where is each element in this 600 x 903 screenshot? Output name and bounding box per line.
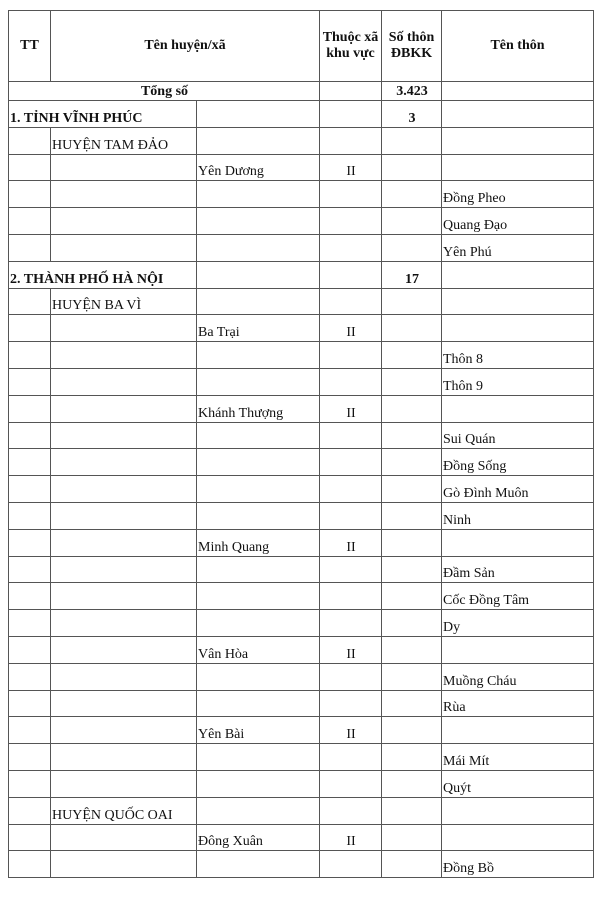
district-name — [51, 154, 197, 181]
commune-name — [197, 556, 320, 583]
district-name — [51, 449, 197, 476]
region-value — [320, 208, 382, 235]
district-name — [51, 234, 197, 261]
village-count-cell — [382, 449, 442, 476]
district-name — [51, 610, 197, 637]
village-count-cell — [382, 127, 442, 154]
village-name: Gò Đình Muôn — [442, 476, 594, 503]
village-row — [9, 502, 594, 529]
district-name — [51, 208, 197, 235]
commune-name — [197, 127, 320, 154]
village-name: Thôn 9 — [442, 368, 594, 395]
commune-cell — [197, 261, 320, 288]
commune-row — [9, 315, 594, 342]
village-count-cell — [382, 422, 442, 449]
header-district-commune-name: Tên huyện/xã — [51, 11, 320, 82]
village-count-cell — [382, 663, 442, 690]
commune-name — [197, 663, 320, 690]
village-name: Dy — [442, 610, 594, 637]
commune-name — [197, 851, 320, 878]
village-row — [9, 368, 594, 395]
district-name — [51, 529, 197, 556]
village-name — [442, 395, 594, 422]
district-name: HUYỆN TAM ĐẢO — [51, 127, 197, 154]
tt-cell — [9, 824, 51, 851]
village-count-cell — [382, 315, 442, 342]
village-name: Ninh — [442, 502, 594, 529]
tt-cell — [9, 181, 51, 208]
tt-cell — [9, 315, 51, 342]
region-value — [320, 690, 382, 717]
district-name — [51, 851, 197, 878]
region-value — [320, 556, 382, 583]
region-cell — [320, 261, 382, 288]
region-value: II — [320, 717, 382, 744]
district-name — [51, 502, 197, 529]
district-row — [9, 127, 594, 154]
total-region-cell — [320, 82, 382, 101]
village-count-cell — [382, 529, 442, 556]
total-label: Tổng số — [9, 82, 320, 101]
district-name — [51, 770, 197, 797]
village-count-cell — [382, 636, 442, 663]
village-row — [9, 449, 594, 476]
village-row — [9, 610, 594, 637]
village-count-cell — [382, 851, 442, 878]
district-name — [51, 181, 197, 208]
village-name — [442, 288, 594, 315]
tt-cell — [9, 636, 51, 663]
village-name — [442, 797, 594, 824]
village-count-cell — [382, 797, 442, 824]
commune-name — [197, 610, 320, 637]
total-count: 3.423 — [382, 82, 442, 101]
village-count-cell — [382, 234, 442, 261]
header-village-name: Tên thôn — [442, 11, 594, 82]
district-name — [51, 342, 197, 369]
commune-row — [9, 717, 594, 744]
commune-name: Minh Quang — [197, 529, 320, 556]
province-name: 2. THÀNH PHỐ HÀ NỘI — [9, 261, 197, 288]
village-count: 3 — [382, 101, 442, 128]
village-name: Thôn 8 — [442, 342, 594, 369]
village-count-cell — [382, 610, 442, 637]
village-row — [9, 663, 594, 690]
village-count-cell — [382, 368, 442, 395]
village-row — [9, 556, 594, 583]
district-name — [51, 583, 197, 610]
district-name — [51, 368, 197, 395]
village-row — [9, 234, 594, 261]
total-village-cell — [442, 82, 594, 101]
village-cell — [442, 261, 594, 288]
region-value — [320, 422, 382, 449]
commune-row — [9, 529, 594, 556]
village-name — [442, 154, 594, 181]
village-row — [9, 690, 594, 717]
district-name — [51, 636, 197, 663]
village-name — [442, 717, 594, 744]
region-value — [320, 234, 382, 261]
tt-cell — [9, 529, 51, 556]
commune-row — [9, 395, 594, 422]
region-value: II — [320, 315, 382, 342]
commune-name — [197, 288, 320, 315]
commune-row — [9, 154, 594, 181]
region-value — [320, 583, 382, 610]
region-value — [320, 368, 382, 395]
tt-cell — [9, 610, 51, 637]
district-name — [51, 824, 197, 851]
region-value — [320, 476, 382, 503]
region-value — [320, 181, 382, 208]
village-row — [9, 851, 594, 878]
tt-cell — [9, 449, 51, 476]
village-count-cell — [382, 744, 442, 771]
village-row — [9, 208, 594, 235]
village-row — [9, 583, 594, 610]
commune-cell — [197, 101, 320, 128]
region-value: II — [320, 529, 382, 556]
village-row — [9, 181, 594, 208]
village-count-cell — [382, 395, 442, 422]
header-tt: TT — [9, 11, 51, 82]
total-row — [9, 82, 594, 101]
tt-cell — [9, 797, 51, 824]
province-name: 1. TỈNH VĨNH PHÚC — [9, 101, 197, 128]
village-count-cell — [382, 181, 442, 208]
region-value: II — [320, 154, 382, 181]
commune-name — [197, 797, 320, 824]
header-village-count: Số thôn ĐBKK — [382, 11, 442, 82]
commune-name — [197, 422, 320, 449]
tt-cell — [9, 851, 51, 878]
commune-name — [197, 208, 320, 235]
tt-cell — [9, 395, 51, 422]
district-row — [9, 797, 594, 824]
tt-cell — [9, 208, 51, 235]
tt-cell — [9, 234, 51, 261]
village-count-cell — [382, 690, 442, 717]
village-count-cell — [382, 208, 442, 235]
tt-cell — [9, 154, 51, 181]
commune-name: Yên Dương — [197, 154, 320, 181]
special-difficulty-villages-table — [8, 10, 594, 878]
village-name — [442, 315, 594, 342]
commune-name — [197, 368, 320, 395]
tt-cell — [9, 476, 51, 503]
district-name — [51, 395, 197, 422]
village-name: Quýt — [442, 770, 594, 797]
village-count-cell — [382, 770, 442, 797]
commune-name — [197, 449, 320, 476]
region-value — [320, 797, 382, 824]
tt-cell — [9, 717, 51, 744]
tt-cell — [9, 744, 51, 771]
village-name: Yên Phú — [442, 234, 594, 261]
village-count-cell — [382, 154, 442, 181]
village-count-cell — [382, 824, 442, 851]
region-value — [320, 127, 382, 154]
region-value — [320, 770, 382, 797]
village-name: Quang Đạo — [442, 208, 594, 235]
village-row — [9, 342, 594, 369]
commune-name — [197, 502, 320, 529]
village-name — [442, 824, 594, 851]
commune-name: Ba Trại — [197, 315, 320, 342]
region-value: II — [320, 636, 382, 663]
commune-name — [197, 744, 320, 771]
commune-name — [197, 234, 320, 261]
district-name: HUYỆN BA VÌ — [51, 288, 197, 315]
village-row — [9, 422, 594, 449]
district-name — [51, 556, 197, 583]
commune-name — [197, 770, 320, 797]
region-value: II — [320, 395, 382, 422]
village-name: Cốc Đồng Tâm — [442, 583, 594, 610]
village-count-cell — [382, 342, 442, 369]
village-count-cell — [382, 556, 442, 583]
village-row — [9, 476, 594, 503]
commune-name: Khánh Thượng — [197, 395, 320, 422]
village-count-cell — [382, 476, 442, 503]
tt-cell — [9, 663, 51, 690]
village-name: Đầm Sản — [442, 556, 594, 583]
district-name — [51, 663, 197, 690]
tt-cell — [9, 502, 51, 529]
village-row — [9, 744, 594, 771]
village-name: Muồng Cháu — [442, 663, 594, 690]
province-row — [9, 261, 594, 288]
village-name — [442, 127, 594, 154]
header-region: Thuộc xã khu vực — [320, 11, 382, 82]
village-name: Đồng Bồ — [442, 851, 594, 878]
province-row — [9, 101, 594, 128]
commune-row — [9, 636, 594, 663]
district-name — [51, 422, 197, 449]
tt-cell — [9, 368, 51, 395]
village-count-cell — [382, 717, 442, 744]
region-value — [320, 502, 382, 529]
commune-name — [197, 181, 320, 208]
district-name — [51, 744, 197, 771]
commune-row — [9, 824, 594, 851]
region-value — [320, 851, 382, 878]
tt-cell — [9, 583, 51, 610]
village-row — [9, 770, 594, 797]
tt-cell — [9, 556, 51, 583]
village-name: Đồng Pheo — [442, 181, 594, 208]
commune-name: Yên Bài — [197, 717, 320, 744]
district-name — [51, 476, 197, 503]
commune-name — [197, 690, 320, 717]
tt-cell — [9, 422, 51, 449]
commune-name: Vân Hòa — [197, 636, 320, 663]
tt-cell — [9, 342, 51, 369]
village-name: Sui Quán — [442, 422, 594, 449]
tt-cell — [9, 288, 51, 315]
district-name — [51, 690, 197, 717]
commune-name — [197, 476, 320, 503]
district-row — [9, 288, 594, 315]
village-count-cell — [382, 502, 442, 529]
village-count-cell — [382, 288, 442, 315]
region-value — [320, 744, 382, 771]
region-value — [320, 610, 382, 637]
region-value — [320, 288, 382, 315]
region-value: II — [320, 824, 382, 851]
tt-cell — [9, 127, 51, 154]
village-name — [442, 529, 594, 556]
village-count-cell — [382, 583, 442, 610]
table-header-row — [9, 11, 594, 82]
district-name: HUYỆN QUỐC OAI — [51, 797, 197, 824]
village-name: Rùa — [442, 690, 594, 717]
region-value — [320, 663, 382, 690]
tt-cell — [9, 690, 51, 717]
commune-name: Đông Xuân — [197, 824, 320, 851]
district-name — [51, 717, 197, 744]
commune-name — [197, 342, 320, 369]
village-name: Đồng Sống — [442, 449, 594, 476]
region-value — [320, 342, 382, 369]
village-cell — [442, 101, 594, 128]
region-value — [320, 449, 382, 476]
village-name — [442, 636, 594, 663]
village-name: Mái Mít — [442, 744, 594, 771]
district-name — [51, 315, 197, 342]
commune-name — [197, 583, 320, 610]
tt-cell — [9, 770, 51, 797]
village-count: 17 — [382, 261, 442, 288]
region-cell — [320, 101, 382, 128]
